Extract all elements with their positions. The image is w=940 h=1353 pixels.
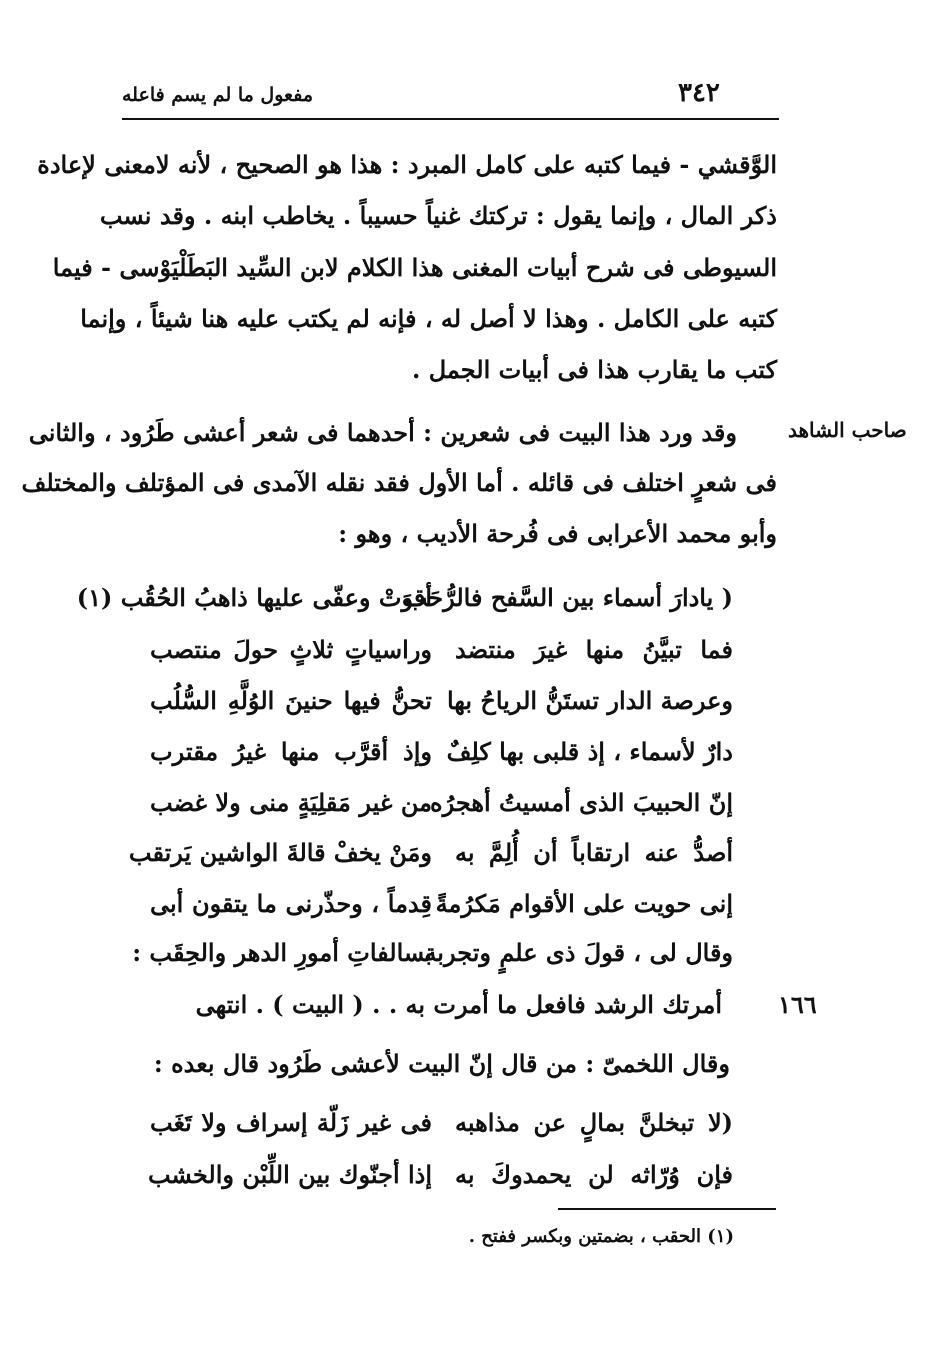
prose-line: كتبه على الكامل . وهذا لا أصل له ، فإنه لم يكتب عليه هنا شيئاً ، وإنما (80, 304, 777, 333)
prose-line: كتب ما يقارب هذا فى أبيات الجمل . (412, 355, 777, 384)
verse-second-hemistich: من غير مَقلِيَةٍ منى ولا غضب (150, 788, 432, 817)
verse-number: ١٦٦ (778, 990, 817, 1019)
verse-first-hemistich: (لا تبخلنَّ بمالٍ عن مذاهبه (455, 1108, 733, 1137)
prose-line: السيوطى فى شرح أبيات المغنى هذا الكلام لابن السِّيد البَطَلْيَوْسى - فيما (52, 253, 777, 282)
prose-line: الوَّقشي - فيما كتبه على كامل المبرد : هذا هو الصحيح ، لأنه لامعنى لإعادة (37, 150, 777, 179)
verse-first-hemistich: وقال لى ، قولَ ذى علمٍ وتجربة (424, 938, 733, 967)
verse-second-hemistich: وراسياتٍ ثلاثٍ حولَ منتصب (150, 635, 432, 664)
verse-first-hemistich: فما تبيَّنُ منها غيرَ منتضد (455, 635, 733, 664)
verse-second-hemistich: أقوَتْ وعفّى عليها ذاهبُ الحُقُب (١) (76, 583, 432, 612)
prose-line: ذكر المال ، وإنما يقول : تركتك غنياً حسيباً . يخاطب ابنه . وقد نسب (99, 201, 777, 230)
verse-first-hemistich: إنى حويت على الأقوام مَكرُمةً (435, 889, 733, 918)
verse-first-hemistich: إنّ الحبيبَ الذى أمسيتُ أهجرُه (430, 788, 733, 817)
verse-second-hemistich: بسالفاتِ أمورِ الدهر والحِقَب : (132, 938, 432, 967)
prose-line: وأبو محمد الأعرابى فى فُرحة الأديب ، وهو : (338, 519, 777, 548)
verse-first-hemistich: وعرصة الدار تستَنُّ الرياحُ بها (446, 686, 733, 715)
verse-second-hemistich: فى غير زَلّة إسراف ولا تَغَب (150, 1108, 432, 1137)
header-rule (122, 118, 779, 120)
verse-first-hemistich: ( يادارَ أسماء بين السَّفح فالرُّحَب (404, 583, 733, 612)
verse-second-hemistich: وإذ أقرَّب منها غيرُ مقترب (150, 737, 432, 766)
verse-second-hemistich: قِدماً ، وحذّرنى ما يتقون أبى (150, 889, 432, 918)
verse-166-text: أمرتك الرشد فافعل ما أمرت به . . ( البيت ) . انتهى (195, 990, 722, 1019)
prose-line: وقد ورد هذا البيت فى شعرين : أحدهما فى شعر أعشى طَرُود ، والثانى (28, 418, 737, 447)
prose-line: فى شعرٍ اختلف فى قائله . أما الأول فقد نقله الآمدى فى المؤتلف والمختلف (21, 468, 777, 497)
footnote: (١) الحقب ، بضمتين وبكسر ففتح . (468, 1226, 734, 1247)
verse-first-hemistich: دارٌ لأسماء ، إذ قلبى بها كلِفٌ (446, 737, 733, 766)
verse-first-hemistich: أصدُّ عنه ارتقاباً أن أُلِمَّ به (455, 838, 733, 867)
verse-second-hemistich: تحنُّ فيها حنينَ الوُلَّهِ السُّلُب (150, 686, 432, 715)
margin-note: صاحب الشاهد (788, 418, 907, 442)
footnote-rule (558, 1208, 776, 1210)
page-number: ٣٤٢ (678, 78, 720, 108)
paragraph-3: وقال اللخمىّ : من قال إنّ البيت لأعشى طَرُود قال بعده : (153, 1049, 730, 1078)
verse-first-hemistich: فإن وُرّاثه لن يحمدوكَ به (455, 1160, 733, 1189)
verse-second-hemistich: إذا أجنّوك بين اللِّبْن والخشب (147, 1160, 432, 1189)
verse-second-hemistich: ومَنْ يخفْ قالةَ الواشين يَرتقب (128, 838, 432, 867)
running-title: مفعول ما لم يسم فاعله (122, 84, 314, 106)
